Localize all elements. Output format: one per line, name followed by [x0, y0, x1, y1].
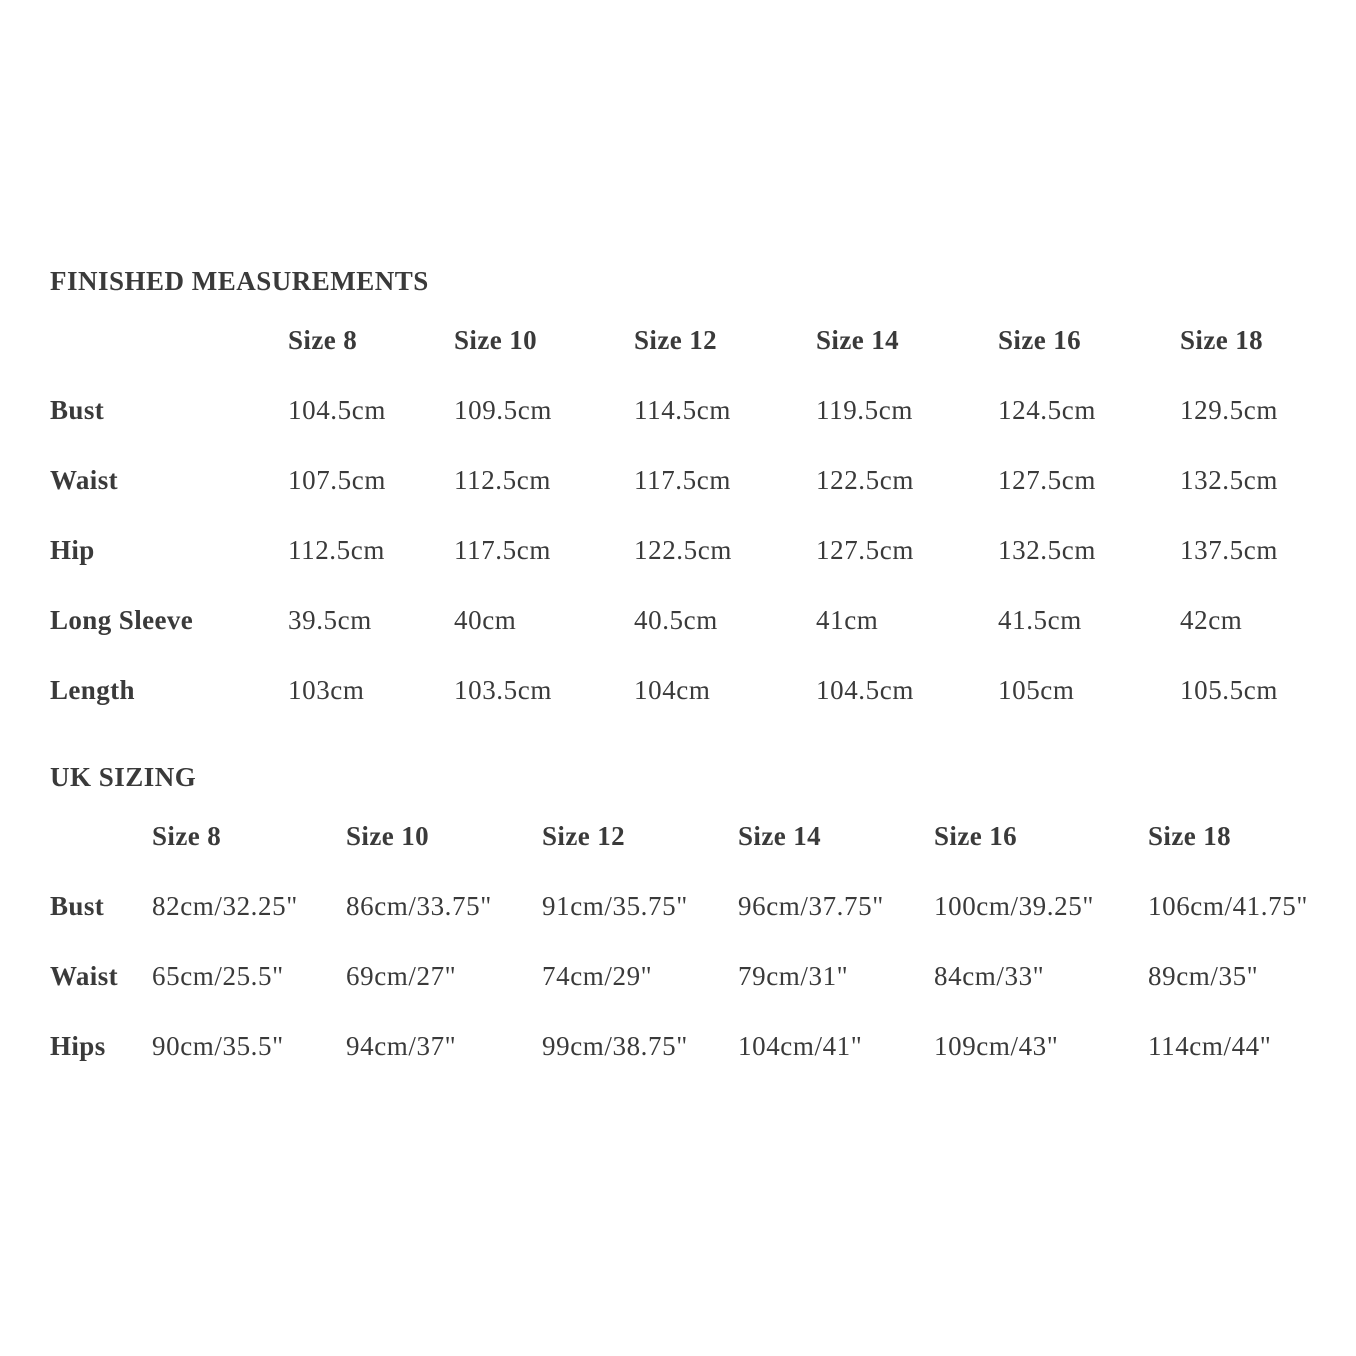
finished-length-size-12: 104cm [634, 675, 711, 705]
uk-row-label-waist: Waist [50, 961, 119, 991]
finished-bust-size-18: 129.5cm [1180, 395, 1278, 425]
uk-header-size-14: Size 14 [738, 821, 822, 851]
finished-hip-size-18: 137.5cm [1180, 535, 1278, 565]
finished-bust-size-10: 109.5cm [454, 395, 552, 425]
uk-row-label-hips: Hips [50, 1031, 106, 1061]
uk-bust-size-12: 91cm/35.75" [542, 891, 688, 921]
finished-length-size-16: 105cm [998, 675, 1075, 705]
uk-sizing-title: UK SIZING [50, 762, 197, 792]
finished-bust-size-14: 119.5cm [816, 395, 913, 425]
finished-long-sleeve-size-16: 41.5cm [998, 605, 1082, 635]
uk-hips-size-10: 94cm/37" [346, 1031, 457, 1061]
finished-hip-size-8: 112.5cm [288, 535, 385, 565]
uk-row-label-bust: Bust [50, 891, 105, 921]
uk-hips-size-18: 114cm/44" [1148, 1031, 1272, 1061]
uk-header-size-18: Size 18 [1148, 821, 1232, 851]
finished-waist-size-16: 127.5cm [998, 465, 1096, 495]
uk-hips-size-16: 109cm/43" [934, 1031, 1059, 1061]
uk-waist-size-8: 65cm/25.5" [152, 961, 284, 991]
uk-bust-size-14: 96cm/37.75" [738, 891, 884, 921]
finished-measurements-title: FINISHED MEASUREMENTS [50, 266, 429, 296]
finished-row-label-length: Length [50, 675, 135, 705]
finished-length-size-18: 105.5cm [1180, 675, 1278, 705]
finished-hip-size-12: 122.5cm [634, 535, 732, 565]
finished-long-sleeve-size-18: 42cm [1180, 605, 1243, 635]
finished-row-label-waist: Waist [50, 465, 119, 495]
finished-bust-size-16: 124.5cm [998, 395, 1096, 425]
finished-length-size-10: 103.5cm [454, 675, 552, 705]
finished-long-sleeve-size-8: 39.5cm [288, 605, 372, 635]
finished-row-label-long-sleeve: Long Sleeve [50, 605, 194, 635]
finished-row-label-hip: Hip [50, 535, 95, 565]
finished-bust-size-8: 104.5cm [288, 395, 386, 425]
uk-bust-size-10: 86cm/33.75" [346, 891, 492, 921]
uk-header-size-8: Size 8 [152, 821, 222, 851]
uk-waist-size-12: 74cm/29" [542, 961, 653, 991]
finished-waist-size-14: 122.5cm [816, 465, 914, 495]
uk-header-size-16: Size 16 [934, 821, 1018, 851]
uk-waist-size-16: 84cm/33" [934, 961, 1045, 991]
uk-waist-size-18: 89cm/35" [1148, 961, 1259, 991]
finished-length-size-14: 104.5cm [816, 675, 914, 705]
finished-hip-size-14: 127.5cm [816, 535, 914, 565]
finished-bust-size-12: 114.5cm [634, 395, 731, 425]
finished-long-sleeve-size-14: 41cm [816, 605, 879, 635]
uk-bust-size-16: 100cm/39.25" [934, 891, 1094, 921]
finished-waist-size-18: 132.5cm [1180, 465, 1278, 495]
finished-header-size-8: Size 8 [288, 325, 358, 355]
finished-header-size-14: Size 14 [816, 325, 900, 355]
finished-row-label-bust: Bust [50, 395, 105, 425]
uk-waist-size-10: 69cm/27" [346, 961, 457, 991]
finished-header-size-18: Size 18 [1180, 325, 1264, 355]
finished-header-size-16: Size 16 [998, 325, 1082, 355]
uk-header-size-12: Size 12 [542, 821, 626, 851]
finished-long-sleeve-size-10: 40cm [454, 605, 517, 635]
finished-long-sleeve-size-12: 40.5cm [634, 605, 718, 635]
finished-header-size-12: Size 12 [634, 325, 718, 355]
uk-waist-size-14: 79cm/31" [738, 961, 849, 991]
finished-length-size-8: 103cm [288, 675, 365, 705]
finished-waist-size-12: 117.5cm [634, 465, 731, 495]
uk-header-size-10: Size 10 [346, 821, 430, 851]
finished-hip-size-10: 117.5cm [454, 535, 551, 565]
uk-hips-size-12: 99cm/38.75" [542, 1031, 688, 1061]
finished-waist-size-8: 107.5cm [288, 465, 386, 495]
finished-waist-size-10: 112.5cm [454, 465, 551, 495]
uk-bust-size-8: 82cm/32.25" [152, 891, 298, 921]
finished-hip-size-16: 132.5cm [998, 535, 1096, 565]
uk-bust-size-18: 106cm/41.75" [1148, 891, 1308, 921]
uk-hips-size-14: 104cm/41" [738, 1031, 863, 1061]
finished-header-size-10: Size 10 [454, 325, 538, 355]
uk-hips-size-8: 90cm/35.5" [152, 1031, 284, 1061]
